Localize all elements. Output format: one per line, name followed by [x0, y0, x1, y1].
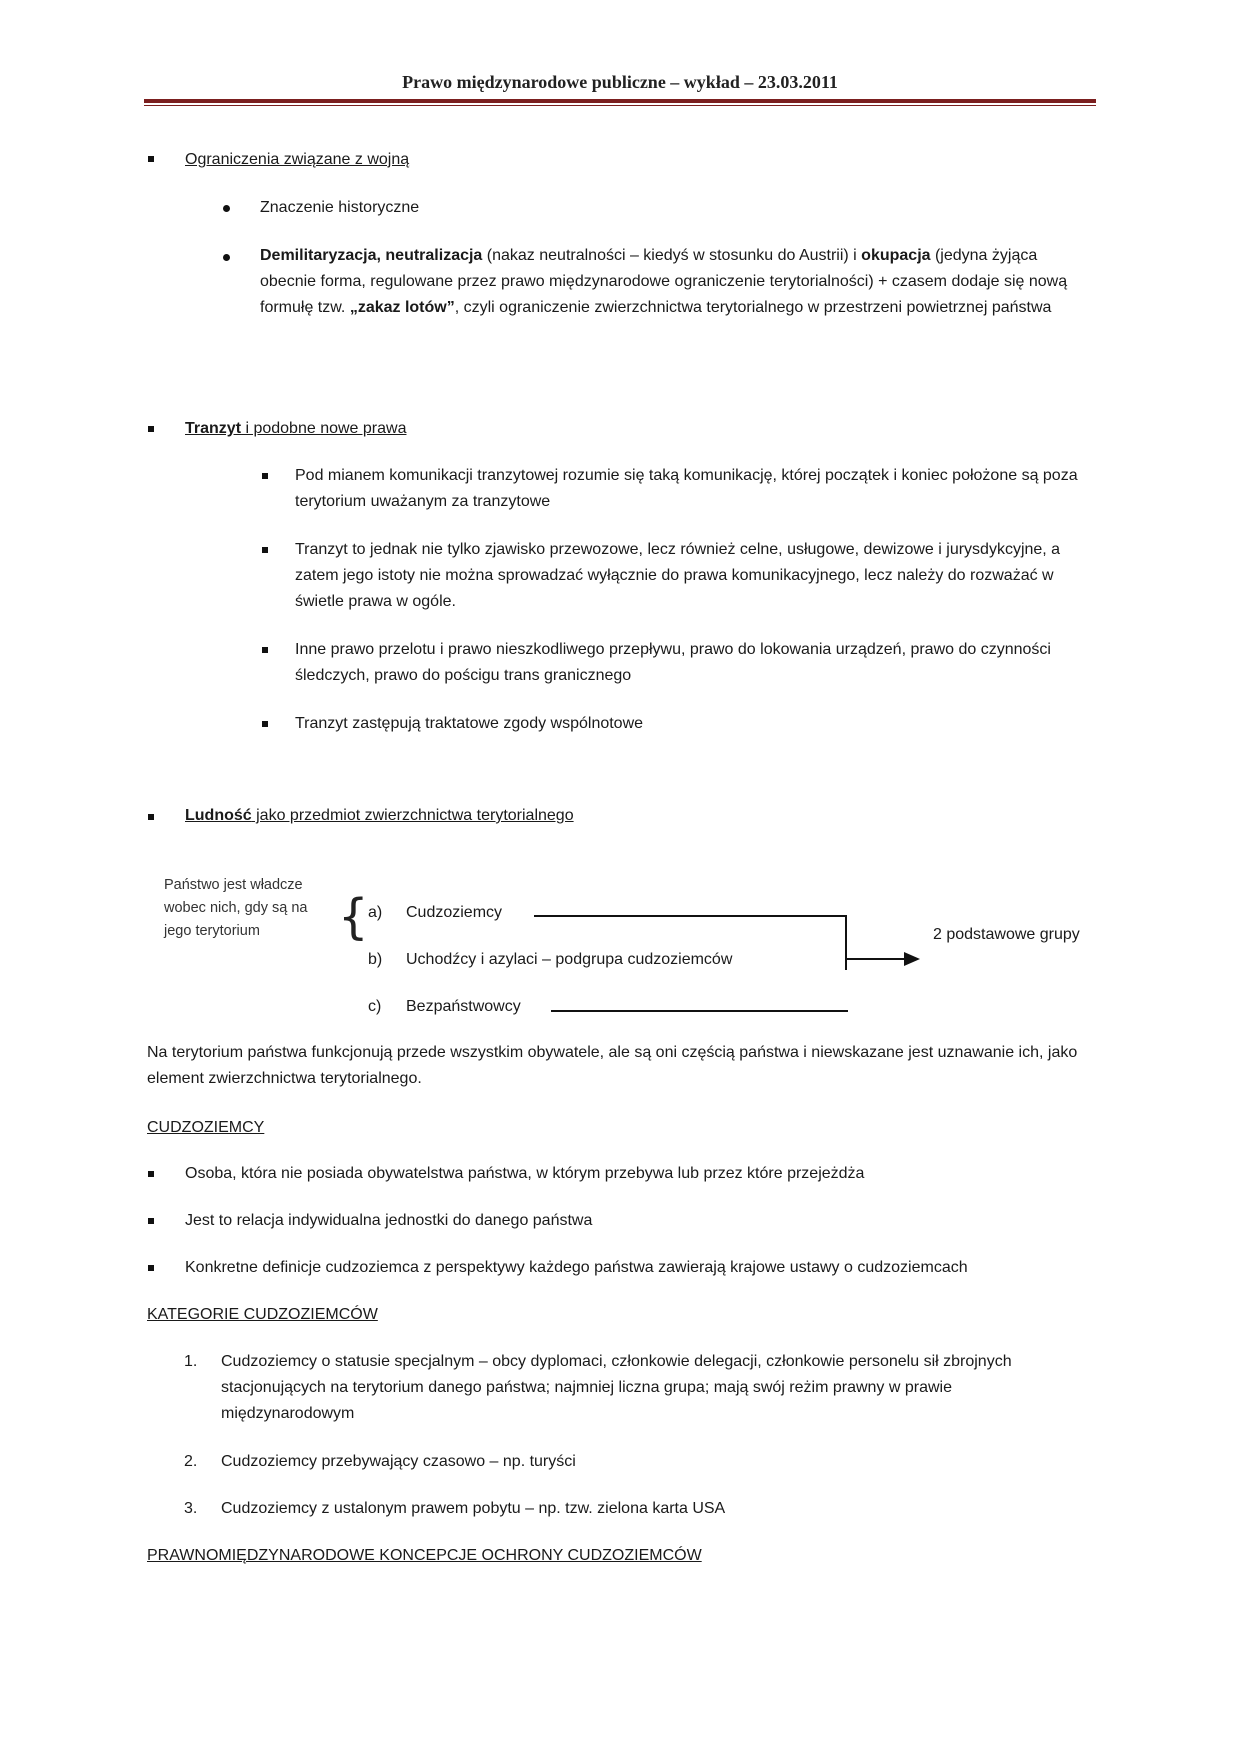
- text: i podobne nowe prawa: [241, 420, 407, 437]
- bullet-square: [148, 426, 154, 432]
- list-item: Cudzoziemcy o statusie specjalnym – obcy dyplomaci, członkowie delegacji, członkowie personelu sił zbrojnych stacjonujących na terytorium danego państwa; najmniej liczna grupa; mają swój reżim prawny w prawie międzynarodowym: [221, 1353, 1012, 1422]
- list-item: Jest to relacja indywidualna jednostki do danego państwa: [185, 1212, 593, 1229]
- side-note: Państwo jest władcze wobec nich, gdy są na jego terytorium: [164, 877, 308, 939]
- bullet-dot: [223, 205, 230, 212]
- arrow-right-icon: [904, 952, 920, 966]
- term: „zakaz lotów”: [349, 299, 455, 316]
- arrow-line: [845, 958, 913, 960]
- term: Tranzyt: [185, 420, 242, 437]
- bullet-square: [148, 1218, 154, 1224]
- text: (jedyna żyjąca obecnie forma, regulowane przez prawo międzynarodowe ograniczenie terytorialności) + czasem dodaje się nową formułę tzw.: [260, 247, 1068, 316]
- section-heading-foreigners: CUDZOZIEMCY: [147, 1119, 265, 1136]
- bullet-dot: [223, 254, 230, 261]
- list-item: Pod mianem komunikacji tranzytowej rozumie się taką komunikację, której początek i koniec położone są poza terytorium uważanym za tranzytowe: [295, 467, 1078, 510]
- list-item-demilitarization: [260, 243, 1096, 321]
- list-item: Tranzyt zastępują traktatowe zgody wspólnotowe: [295, 715, 644, 732]
- text: , czyli ograniczenie zwierzchnictwa terytorialnego w przestrzeni powietrznej państwa: [454, 299, 1052, 316]
- text: jako przedmiot zwierzchnictwa terytorialnego: [251, 807, 574, 824]
- list-number: 2.: [184, 1453, 198, 1470]
- term: okupacja: [861, 247, 931, 264]
- bullet-square: [262, 647, 268, 653]
- section-heading-population: [185, 803, 574, 829]
- bullet-square: [148, 156, 154, 162]
- group-text: Cudzoziemcy: [406, 904, 503, 921]
- bullet-square: [148, 1171, 154, 1177]
- list-item: Cudzoziemcy z ustalonym prawem pobytu – np. tzw. zielona karta USA: [221, 1500, 726, 1517]
- list-item: Cudzoziemcy przebywający czasowo – np. turyści: [221, 1453, 576, 1470]
- section-heading-protection: PRAWNOMIĘDZYNARODOWE KONCEPCJE OCHRONY CUDZOZIEMCÓW: [147, 1547, 702, 1564]
- group-label: b): [368, 951, 383, 968]
- text: (nakaz neutralności – kiedyś w stosunku do Austrii) i: [482, 247, 862, 264]
- header-rule: [144, 99, 1096, 103]
- group-text: Uchodźcy i azylaci – podgrupa cudzoziemców: [406, 951, 733, 968]
- result-label: 2 podstawowe grupy: [933, 926, 1080, 943]
- group-text: Bezpaństwowcy: [406, 998, 521, 1015]
- list-number: 3.: [184, 1500, 198, 1517]
- list-item: Osoba, która nie posiada obywatelstwa państwa, w którym przebywa lub przez które przejeżdża: [185, 1165, 865, 1182]
- term: Ludność: [185, 807, 252, 824]
- section-heading-war: Ograniczenia związane z wojną: [185, 151, 410, 168]
- page-header-title: Prawo międzynarodowe publiczne – wykład – 23.03.2011: [402, 72, 838, 92]
- list-item: Znaczenie historyczne: [260, 199, 420, 216]
- term: Demilitaryzacja, neutralizacja: [260, 247, 483, 264]
- bullet-square: [148, 814, 154, 820]
- group-label: a): [368, 904, 383, 921]
- header-rule-thin: [144, 105, 1096, 106]
- list-item: Inne prawo przelotu i prawo nieszkodliwego przepływu, prawo do lokowania urządzeń, prawo do czynności śledczych, prawo do pościgu trans granicznego: [295, 641, 1051, 684]
- connector-line: [534, 915, 846, 917]
- bullet-square: [262, 721, 268, 727]
- section-heading-transit: [185, 416, 406, 442]
- list-item: Konkretne definicje cudzoziemca z perspektywy każdego państwa zawierają krajowe ustawy o cudzoziemcach: [185, 1259, 968, 1276]
- connector-line-vertical: [845, 915, 847, 970]
- section-heading-categories: KATEGORIE CUDZOZIEMCÓW: [147, 1306, 378, 1323]
- list-item: Tranzyt to jednak nie tylko zjawisko przewozowe, lecz również celne, usługowe, dewizowe i jurysdykcyjne, a zatem jego istoty nie można sprowadzać wyłącznie do prawa komunikacyjnego, lecz należy do rozważać w świetle prawa w ogóle.: [295, 541, 1061, 610]
- connector-line: [551, 1010, 848, 1012]
- bullet-square: [148, 1265, 154, 1271]
- bullet-square: [262, 473, 268, 479]
- list-number: 1.: [184, 1353, 198, 1370]
- group-label: c): [368, 998, 382, 1015]
- brace: {: [338, 889, 369, 945]
- paragraph: Na terytorium państwa funkcjonują przede wszystkim obywatele, ale są oni częścią państwa i niewskazane jest uznawanie ich, jako element zwierzchnictwa terytorialnego.: [147, 1044, 1078, 1087]
- bullet-square: [262, 547, 268, 553]
